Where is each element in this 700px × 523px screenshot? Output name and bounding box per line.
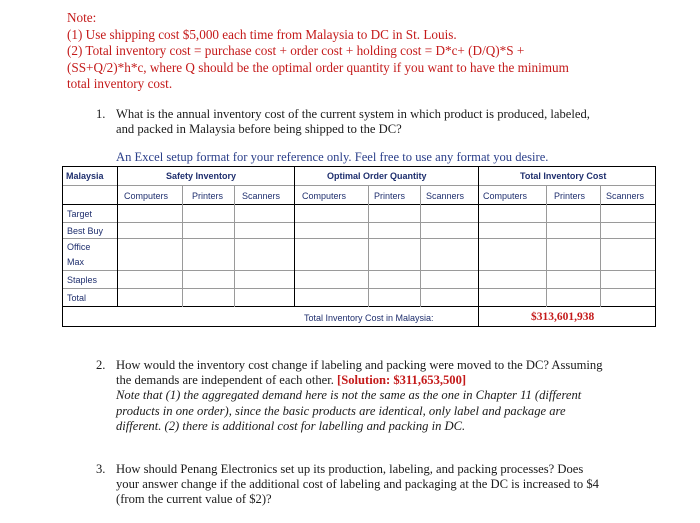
table-line — [600, 185, 601, 307]
table-border-bottom — [62, 326, 656, 327]
table-line — [62, 306, 656, 307]
note-block — [67, 10, 627, 93]
row-label-staples: Staples — [67, 275, 98, 285]
question-1-number: 1. — [96, 107, 106, 121]
header-safety-inventory: Safety Inventory — [166, 171, 237, 181]
subheader-computers: Computers — [124, 191, 169, 201]
row-label-max: Max — [67, 257, 85, 267]
table-line — [62, 288, 656, 289]
row-label-total: Total — [67, 293, 87, 303]
table-border-left — [62, 166, 63, 327]
question-1-line-2: and packed in Malaysia before being shipped to the DC? — [116, 122, 402, 137]
header-optimal-order-quantity: Optimal Order Quantity — [327, 171, 427, 181]
subheader-scanners: Scanners — [242, 191, 281, 201]
subheader-computers: Computers — [483, 191, 528, 201]
note-line-2a: (2) Total inventory cost = purchase cost + order cost + holding cost = D*c+ (D/Q)*S + — [67, 43, 525, 59]
row-label-best-buy: Best Buy — [67, 226, 104, 236]
table-border-right — [655, 166, 656, 327]
table-line — [117, 166, 118, 307]
question-3-number: 3. — [96, 462, 106, 476]
question-2-line-5: different. (2) there is additional cost for labelling and packing in DC. — [116, 418, 466, 433]
subheader-printers: Printers — [192, 191, 224, 201]
table-line — [478, 166, 479, 327]
table-line — [420, 185, 421, 307]
header-malaysia: Malaysia — [66, 171, 104, 181]
table-line — [62, 270, 656, 271]
table-header-bottom — [62, 204, 656, 205]
table-line — [62, 238, 656, 239]
row-label-target: Target — [67, 209, 93, 219]
question-2-number: 2. — [96, 358, 106, 372]
note-line-2c: total inventory cost. — [67, 76, 173, 92]
excel-table — [62, 166, 656, 327]
subheader-printers: Printers — [374, 191, 406, 201]
question-2-line-2-text: the demands are independent of each other. — [116, 373, 337, 388]
subheader-scanners: Scanners — [606, 191, 645, 201]
question-3-line-2: your answer change if the additional cost of labeling and packaging at the DC is increased to $4 — [116, 477, 599, 492]
table-line — [62, 222, 656, 223]
question-3-line-3: (from the current value of $2)? — [116, 492, 272, 507]
note-line-1: (1) Use shipping cost $5,000 each time from Malaysia to DC in St. Louis. — [67, 26, 457, 42]
question-1-line-1: What is the annual inventory cost of the current system in which product is produced, labeled, — [116, 107, 590, 121]
total-inventory-cost-label: Total Inventory Cost in Malaysia: — [304, 313, 434, 323]
table-line — [234, 185, 235, 307]
question-2-line-3: Note that (1) the aggregated demand here is not the same as the one in Chapter 11 (different — [116, 388, 582, 403]
question-2-line-4: products in one order), since the basic products are identical, only label and package are — [116, 403, 566, 418]
table-line — [182, 185, 183, 307]
question-2-solution: [Solution: $311,653,500] — [337, 373, 467, 388]
table-border-top — [62, 166, 656, 167]
table-line — [546, 185, 547, 307]
table-line — [368, 185, 369, 307]
header-total-inventory-cost: Total Inventory Cost — [520, 171, 607, 181]
table-line — [62, 185, 656, 186]
subheader-computers: Computers — [302, 191, 347, 201]
question-3-line-1: How should Penang Electronics set up its production, labeling, and packing processes? Does — [116, 462, 584, 476]
note-line-2b: (SS+Q/2)*h*c, where Q should be the optimal order quantity if you want to have the minimum — [67, 59, 569, 75]
question-2-line-2 — [116, 373, 603, 388]
subheader-printers: Printers — [554, 191, 586, 201]
table-line — [294, 166, 295, 307]
subheader-scanners: Scanners — [426, 191, 465, 201]
question-2-line-1: How would the inventory cost change if labeling and packing were moved to the DC? Assuming — [116, 358, 603, 372]
note-title: Note: — [67, 10, 97, 25]
row-label-office: Office — [67, 242, 91, 252]
total-inventory-cost-value: $313,601,938 — [531, 311, 595, 323]
excel-caption: An Excel setup format for your reference only. Feel free to use any format you desire. — [116, 150, 549, 164]
